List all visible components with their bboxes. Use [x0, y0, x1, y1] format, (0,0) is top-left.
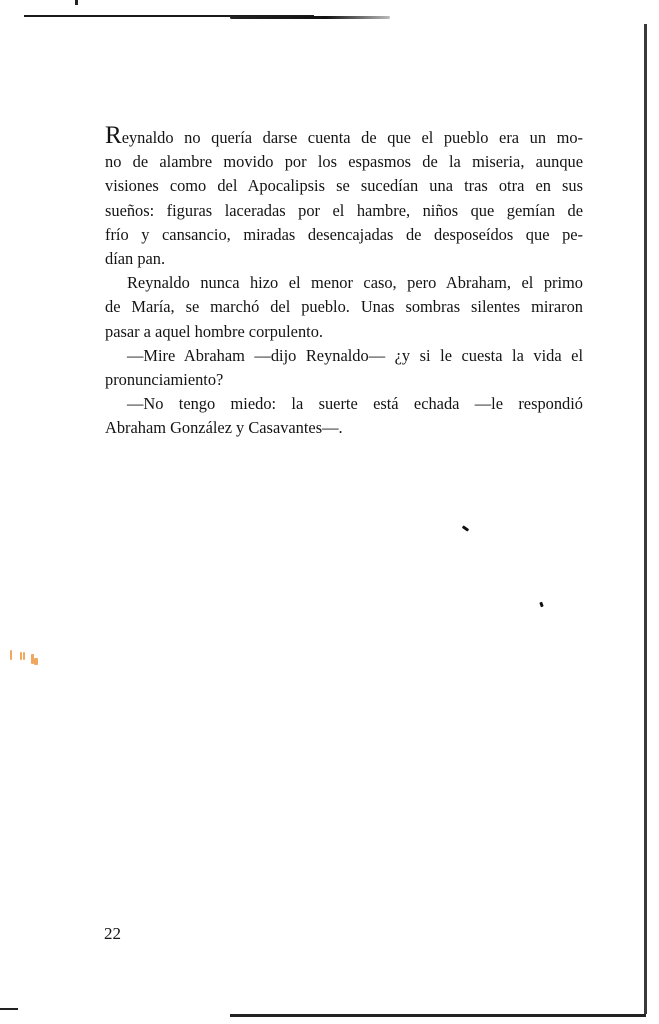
text-line: de María, se marchó del pueblo. Unas sombras silentes miraron — [105, 297, 583, 317]
text-line: visiones como del Apocalipsis se sucedían una tras otra en sus — [105, 176, 583, 196]
scan-top-tick — [75, 0, 78, 5]
text-line: dían pan. — [105, 248, 166, 268]
text-line: Abraham González y Casavantes—. — [105, 418, 343, 438]
text-line: —No tengo miedo: la suerte está echada —le respondió — [127, 394, 583, 414]
text-line: sueños: figuras laceradas por el hambre, niños que gemían de — [105, 200, 583, 220]
scan-bottom-page-edge — [230, 1014, 646, 1017]
body-text — [105, 122, 583, 440]
scan-right-page-edge — [644, 24, 647, 1014]
ink-stain — [10, 648, 34, 668]
text-line: —Mire Abraham —dijo Reynaldo— ¿y si le cuesta la vida el — [127, 345, 583, 365]
paragraph — [105, 392, 583, 440]
page-number: 22 — [104, 924, 121, 943]
text-line — [105, 122, 583, 150]
text-line: Reynaldo nunca hizo el menor caso, pero Abraham, el primo — [127, 273, 583, 293]
text-line: no de alambre movido por los espasmos de la miseria, aunque — [105, 152, 583, 172]
text-line: pasar a aquel hombre corpulento. — [105, 321, 324, 341]
speck — [539, 602, 544, 608]
text-line: frío y cansancio, miradas desencajadas de desposeídos que pe- — [105, 224, 583, 244]
text-line: pronunciamiento? — [105, 369, 224, 389]
paragraph — [105, 122, 583, 271]
paragraph — [105, 271, 583, 344]
text-line-content: eynaldo no quería darse cuenta de que el pueblo era un mo- — [121, 128, 583, 147]
speck — [462, 525, 469, 531]
drop-cap: R — [105, 122, 122, 149]
paragraph — [105, 344, 583, 392]
scan-bottom-left-mark — [0, 1008, 18, 1010]
scan-top-rule-shadow — [230, 16, 390, 19]
